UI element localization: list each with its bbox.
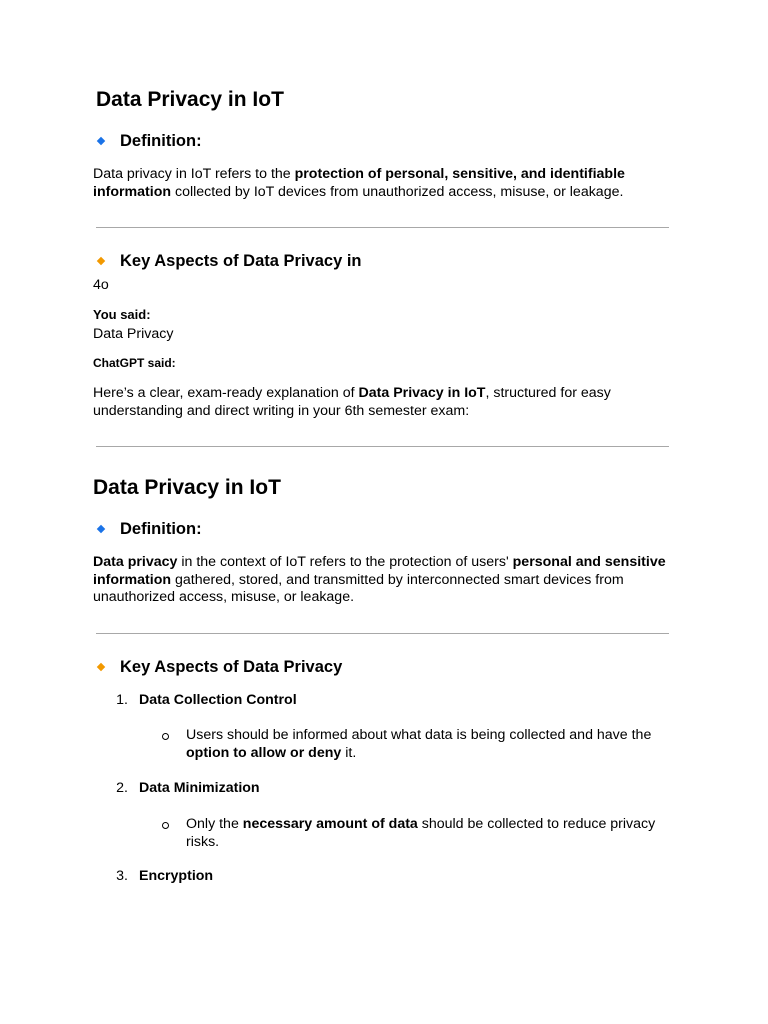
definition-heading-text: Definition: [120,132,202,150]
list-item-label: Data Collection Control [139,692,297,708]
list-item-bullet [186,816,661,851]
intro-text-2: , structured for easy understanding and direct writing in your 6th semester exam: [93,385,611,419]
section-title: Data Privacy in IoT [93,476,281,499]
orange-diamond-icon [97,257,105,265]
page-title: Data Privacy in IoT [96,88,284,111]
list-item-number: 3. [116,868,128,884]
divider [96,633,669,634]
bullet-text-1: Users should be informed about what data is being collected and have the [186,727,652,743]
orange-diamond-icon [97,663,105,671]
model-label: 4o [93,277,109,293]
bullet-text-2: it. [341,744,357,761]
divider [96,227,669,228]
intro-text-1: Here’s a clear, exam-ready explanation of [93,385,359,401]
bullet-bold-1: necessary amount of data [242,816,418,832]
bullet-bold-1: option to allow or deny [186,744,342,761]
definition-text-1: Data privacy in IoT refers to the [93,166,295,182]
definition-bold-1: Data privacy [93,554,178,570]
intro-paragraph [93,385,653,420]
definition-bold-2: personal and sensitive information [93,554,666,588]
list-item-number: 1. [116,692,128,708]
bullet-text-1: Only the [186,816,243,832]
definition-paragraph [93,166,673,201]
circle-bullet-icon [162,733,169,740]
divider [96,446,669,447]
bullet-text-2: should be collected to reduce privacy risks. [186,816,656,850]
user-message: Data Privacy [93,326,174,342]
definition-text-1: in the context of IoT refers to the protection of users' [177,554,513,570]
you-said-label: You said: [93,307,151,322]
key-aspects-heading-text: Key Aspects of Data Privacy [120,658,343,676]
list-item-label: Data Minimization [139,780,260,796]
definition-paragraph [93,554,673,607]
chatgpt-said-label: ChatGPT said: [93,356,176,370]
blue-diamond-icon [97,525,105,533]
definition-bold-1: protection of personal, sensitive, and identifiable information [93,166,625,200]
definition-heading-text: Definition: [120,520,202,538]
list-item-number: 2. [116,780,128,796]
definition-text-2: collected by IoT devices from unauthorized access, misuse, or leakage. [171,183,624,200]
blue-diamond-icon [97,137,105,145]
key-aspects-heading-text: Key Aspects of Data Privacy in [120,252,362,270]
intro-bold-1: Data Privacy in IoT [358,385,486,401]
circle-bullet-icon [162,822,169,829]
list-item-label: Encryption [139,868,214,884]
definition-text-2: gathered, stored, and transmitted by interconnected smart devices from unauthorized access, misuse, or leakage. [93,571,624,605]
list-item-bullet [186,727,661,762]
